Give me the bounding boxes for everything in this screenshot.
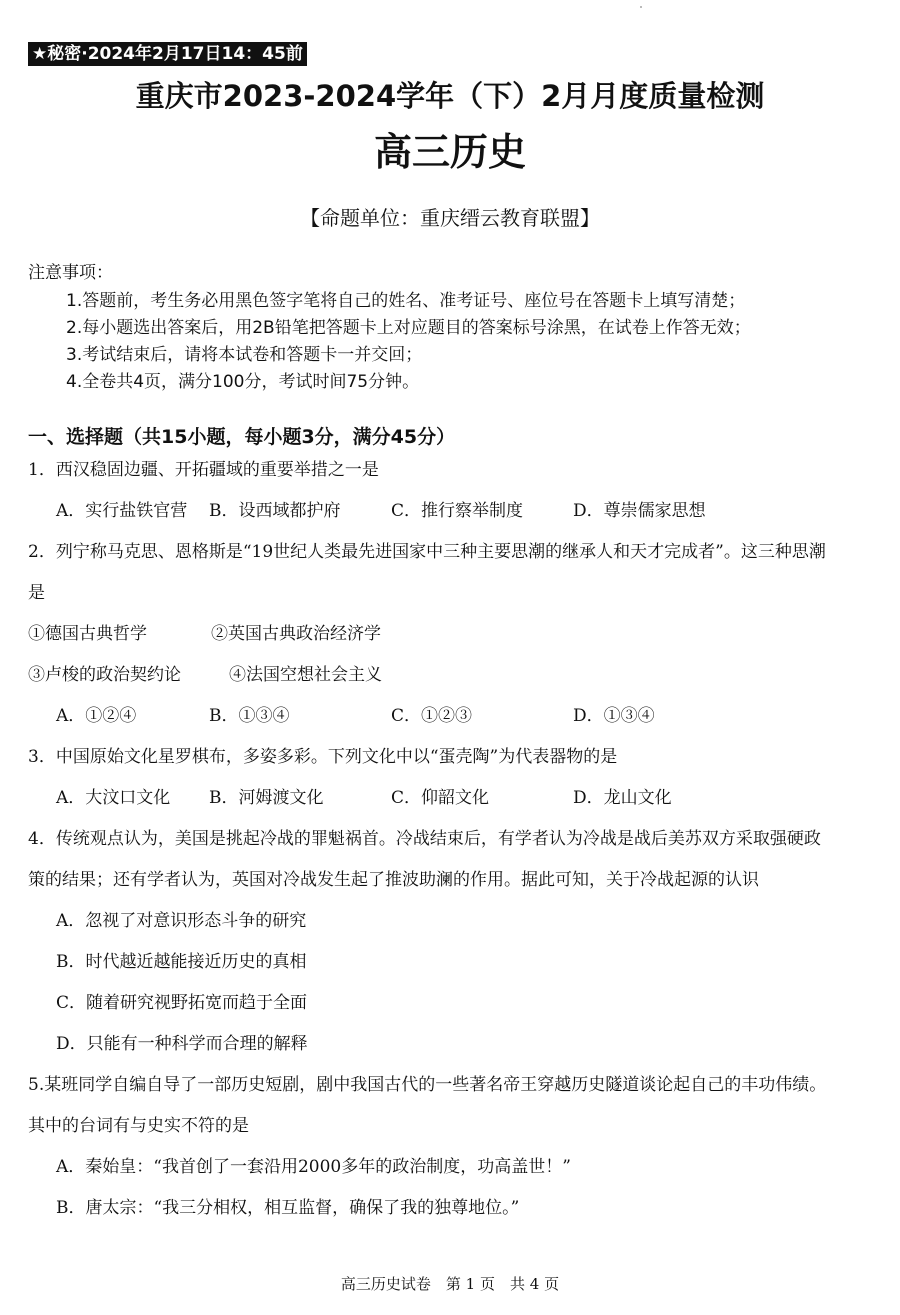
question-2-item: ②英国古典政治经济学 [211,624,381,644]
question-2-option-a: A．①②④ [56,706,137,726]
question-5-stem: 5.某班同学自编自导了一部历史短剧，剧中我国古代的一些著名帝王穿越历史隧道谈论起自己的丰功伟绩。 [28,1075,827,1095]
scan-speck [640,6,642,8]
question-2-item: ③卢梭的政治契约论 [28,665,181,685]
question-1-stem: 1．西汉稳固边疆、开拓疆域的重要举措之一是 [28,460,379,480]
page-footer: 高三历史试卷 第 1 页 共 4 页 [340,1275,560,1293]
question-2-stem: 2．列宁称马克思、恩格斯是“19世纪人类最先进国家中三种主要思潮的继承人和天才完成者”。这三种思潮 [28,542,826,562]
notice-item: 4.全卷共4页，满分100分，考试时间75分钟。 [66,372,420,392]
exam-title: 重庆市2023-2024学年（下）2月月度质量检测 [135,79,765,113]
question-2-option-d: D．①③④ [573,706,655,726]
notice-title: 注意事项： [28,263,113,283]
question-3-option-b: B．河姆渡文化 [209,788,324,808]
question-3-option-c: C．仰韶文化 [391,788,490,808]
question-4-stem: 4．传统观点认为，美国是挑起冷战的罪魁祸首。冷战结束后，有学者认为冷战是战后美苏双方采取强硬政 [28,829,821,849]
question-5-option-b: B．唐太宗：“我三分相权，相互监督，确保了我的独尊地位。” [56,1198,520,1218]
question-3-option-a: A．大汶口文化 [56,788,171,808]
secret-tag: ★秘密·2024年2月17日14：45前 [28,42,307,66]
setter-unit: 【命题单位：重庆缙云教育联盟】 [300,206,600,230]
question-2-option-b: B．①③④ [209,706,290,726]
question-1-option-c: C．推行察举制度 [391,501,524,521]
question-2-item: ①德国古典哲学 [28,624,147,644]
question-2-option-c: C．①②③ [391,706,473,726]
question-3-option-d: D．龙山文化 [573,788,672,808]
notice-item: 1.答题前，考生务必用黑色签字笔将自己的姓名、准考证号、座位号在答题卡上填写清楚； [66,291,746,311]
question-4-stem-cont: 策的结果；还有学者认为，英国对冷战发生起了推波助澜的作用。据此可知，关于冷战起源的认识 [28,870,759,890]
notice-item: 3.考试结束后，请将本试卷和答题卡一并交回； [66,345,423,365]
question-5-option-a: A．秦始皇：“我首创了一套沿用2000多年的政治制度，功高盖世！” [56,1157,571,1177]
question-1-option-d: D．尊崇儒家思想 [573,501,706,521]
question-5-stem-cont: 其中的台词有与史实不符的是 [28,1116,249,1136]
question-1-option-b: B．设西域都护府 [209,501,341,521]
question-3-stem: 3．中国原始文化星罗棋布，多姿多彩。下列文化中以“蛋壳陶”为代表器物的是 [28,747,618,767]
notice-item: 2.每小题选出答案后，用2B铅笔把答题卡上对应题目的答案标号涂黑，在试卷上作答无效； [66,318,751,338]
question-2-stem-cont: 是 [28,583,45,603]
subject-title: 高三历史 [373,130,526,174]
section-heading: 一、选择题（共15小题，每小题3分，满分45分） [28,426,456,448]
question-4-option-a: A．忽视了对意识形态斗争的研究 [56,911,307,931]
question-2-item: ④法国空想社会主义 [229,665,382,685]
question-4-option-b: B．时代越近越能接近历史的真相 [56,952,307,972]
question-4-option-c: C．随着研究视野拓宽而趋于全面 [56,993,308,1013]
question-4-option-d: D．只能有一种科学而合理的解释 [56,1034,308,1054]
question-1-option-a: A．实行盐铁官营 [56,501,188,521]
